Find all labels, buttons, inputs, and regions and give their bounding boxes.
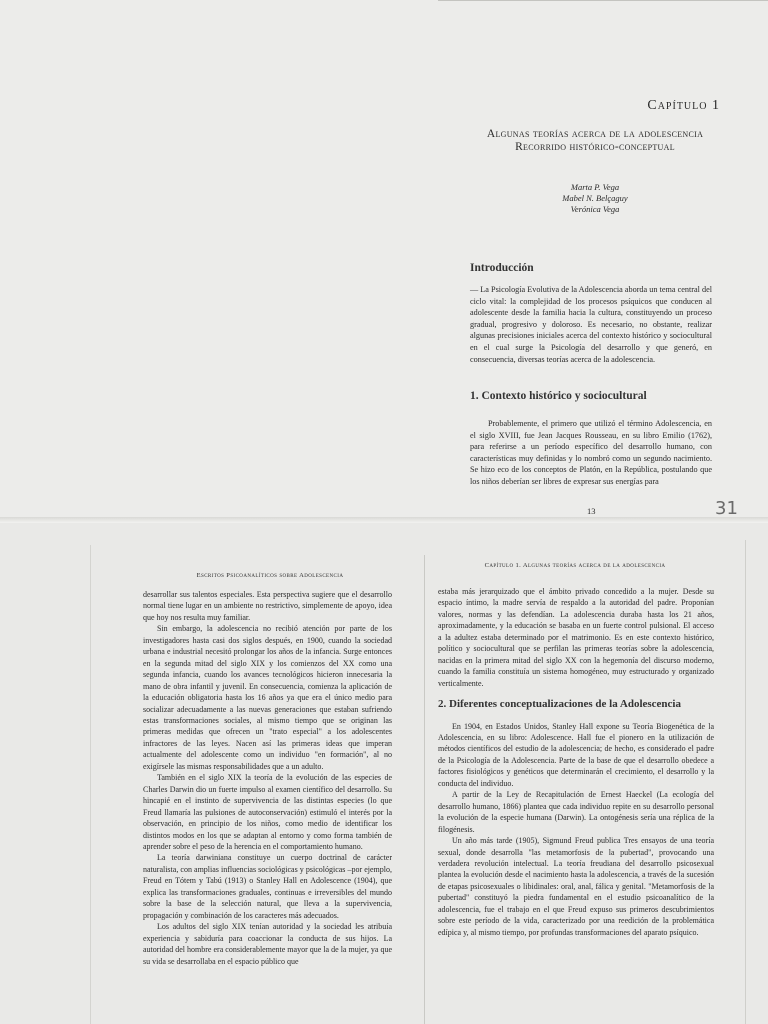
section1-heading: 1. Contexto histórico y sociocultural	[470, 390, 647, 402]
left-page-text	[143, 589, 392, 967]
left-paragraph: Los adultos del siglo XIX tenían autoridad y la sociedad les atribuía experiencia y sabiduría para coaccionar la conducta de sus hijos. La autoridad del hombre era considerablemente mayor que la de la mujer, ya que su vida se desarrollaba en el espacio público que	[143, 922, 392, 966]
left-paragraph: La teoría darwiniana constituye un cuerpo doctrinal de carácter naturalista, con amplias influencias sociológicas y psicológicas –por ejemplo, Freud en Tótem y Tabú (1913) o Stanley Hall en Adolescence (1904), que explica las transformaciones graduales, continuas e irreversibles del mundo sobre la base de la selección natural, que lleva a la supervivencia, propagación y combinación de los caracteres más adecuados.	[143, 853, 392, 920]
author-2: Mabel N. Belçaguy	[562, 193, 628, 203]
intro-paragraph: — La Psicología Evolutiva de la Adolescencia aborda un tema central del ciclo vital: la complejidad de los procesos psíquicos que conducen al adolescente desde la familia hacia la cultura, constituyendo un proceso gradual, progresivo y doloroso. Es necesario, no obstante, realizar algunas precisiones iniciales acerca del contexto histórico y sociocultural en el cual surge la Psicología del desarrollo y que generó, en consecuencia, diversas teorías acerca de la adolescencia.	[470, 285, 712, 364]
intro-heading: Introducción	[470, 262, 534, 274]
author-3: Verónica Vega	[570, 204, 620, 214]
right-page-edge	[745, 540, 746, 1024]
top-rule	[438, 0, 768, 1]
page-fold	[0, 517, 768, 523]
chapter-title-line1: Algunas teorías acerca de la adolescencia	[486, 128, 704, 140]
left-page-edge	[90, 545, 91, 1024]
chapter-title	[470, 128, 720, 154]
right-page-text	[438, 586, 714, 938]
authors	[520, 182, 670, 215]
section1-paragraph: Probablemente, el primero que utilizó el término Adolescencia, en el siglo XVIII, fue Jean Jacques Rousseau, en su libro Emilio (1762), para referirse a un período específico del desarrollo humano, con características muy definidas y lo nombró como un segundo nacimiento. Se hizo eco de los conceptos de Platón, en la República, postulando que los niños deberían ser libres de expresar sus energías para	[470, 419, 712, 486]
chapter-label: Capítulo 1	[647, 98, 720, 113]
chapter-title-line2: Recorrido histórico-conceptual	[515, 141, 675, 153]
right-paragraph: A partir de la Ley de Recapitulación de Ernest Haeckel (La ecología del desarrollo humano, 1866) plantea que cada individuo repite en su desarrollo personal la evolución de la especie humana (Darwin). La ontogénesis sería una réplica de la filogénesis.	[438, 790, 714, 834]
right-running-head: Capítulo 1. Algunas teorías acerca de la adolescencia	[484, 562, 666, 569]
author-1: Marta P. Vega	[570, 182, 620, 192]
left-paragraph: También en el siglo XIX la teoría de la evolución de las especies de Charles Darwin dio un fuerte impulso al examen científico del desarrollo. Su hincapié en el instinto de supervivencia de las distintas especies (lo que Freud llamaría las pulsiones de autoconservación) estimuló el interés por la observación, en principio de los niños, como medio de identificar los distintos modos en los que se adaptan al entorno y como forma también de aprender sobre el peso de la herencia en el comportamiento humano.	[143, 773, 392, 851]
left-paragraph: desarrollar sus talentos especiales. Esta perspectiva sugiere que el desarrollo normal tiene lugar en un ambiente no restrictivo, simplemente de apoyo, idea que hoy nos resulta muy familiar.	[143, 590, 392, 622]
left-running-head: Escritos Psicoanalíticos sobre Adolescencia	[196, 572, 344, 579]
book-spine	[424, 555, 425, 1024]
page-number: 13	[587, 506, 596, 516]
right-paragraph: En 1904, en Estados Unidos, Stanley Hall expone su Teoría Biogenética de la Adolescencia, en su libro: Adolescence. Hall fue el pionero en la utilización de métodos científicos del estudio de la adolescencia; de hecho, es considerado el padre de la Psicología de la Adolescencia. Parte de la base de que el desarrollo obedece a factores fisiológicos y genéticos que determinarán el crecimiento, el desarrollo y la conducta del individuo.	[438, 721, 714, 788]
left-paragraph: Sin embargo, la adolescencia no recibió atención por parte de los investigadores hasta casi dos siglos después, en 1900, cuando la sociedad urbana e industrial necesitó prolongar los años de la infancia. Surge entonces en la segunda mitad del siglo XIX y los comienzos del XX como una segunda infancia, cuando los avances tecnológicos hicieron innecesaria la mano de obra infantil y juvenil. En consecuencia, comienza la aplicación de la educación obligatoria hasta los 16 años ya que era el único medio para socializar adecuadamente a las nuevas generaciones que estaban sufriendo estas transformaciones sociales, al mismo tiempo que se originan las primeras medidas que ofrecen un "trato especial" a los adolescentes infractores de las leyes. Nacen así las primeras ideas que imperan actualmente del adolescente como un individuo "en formación", al no exigírsele las mismas responsabilidades que a un adulto.	[143, 624, 392, 771]
margin-annotation: 31	[715, 498, 738, 519]
right-paragraph: Un año más tarde (1905), Sigmund Freud publica Tres ensayos de una teoría sexual, donde desarrolla "las metamorfosis de la pubertad", provocando una verdadera revolución intelectual. La teoría freudiana del desarrollo psicosexual plantea la evolución desde el nacimiento hasta la adolescencia, a través de la sucesión de etapas psicosexuales o libidinales: oral, anal, fálica y genital. "Metamorfosis de la pubertad" constituyó la piedra fundamental en el estudio psicoanalítico de la adolescencia, fue el trabajo en el que Freud expuso sus primeros descubrimientos sobre este período de la vida, caracterizado por una reedición de la problemática edípica y, al mismo tiempo, por profundas transformaciones del aparato psíquico.	[438, 836, 714, 937]
section2-heading: 2. Diferentes conceptualizaciones de la Adolescencia	[438, 698, 681, 711]
right-paragraph: estaba más jerarquizado que el ámbito privado concedido a la mujer. Desde su espacio íntimo, la madre servía de respaldo a la autoridad del padre. Proponían valores, normas y las defendían. La adolescencia duraba hasta los 21 años, aproximadamente, y la educación se basaba en un fuerte control pulsional. El acceso a la adultez estaba determinado por el matrimonio. Es en este contexto histórico, político y sociocultural que se perfilan las primeras teorías sobre la adolescencia, nacidas en la primera mitad del siglo XX con la hegemonía del discurso moderno, cuando la familia constituía un sistema homogéneo, muy estructurado y organizado verticalmente.	[438, 587, 714, 688]
